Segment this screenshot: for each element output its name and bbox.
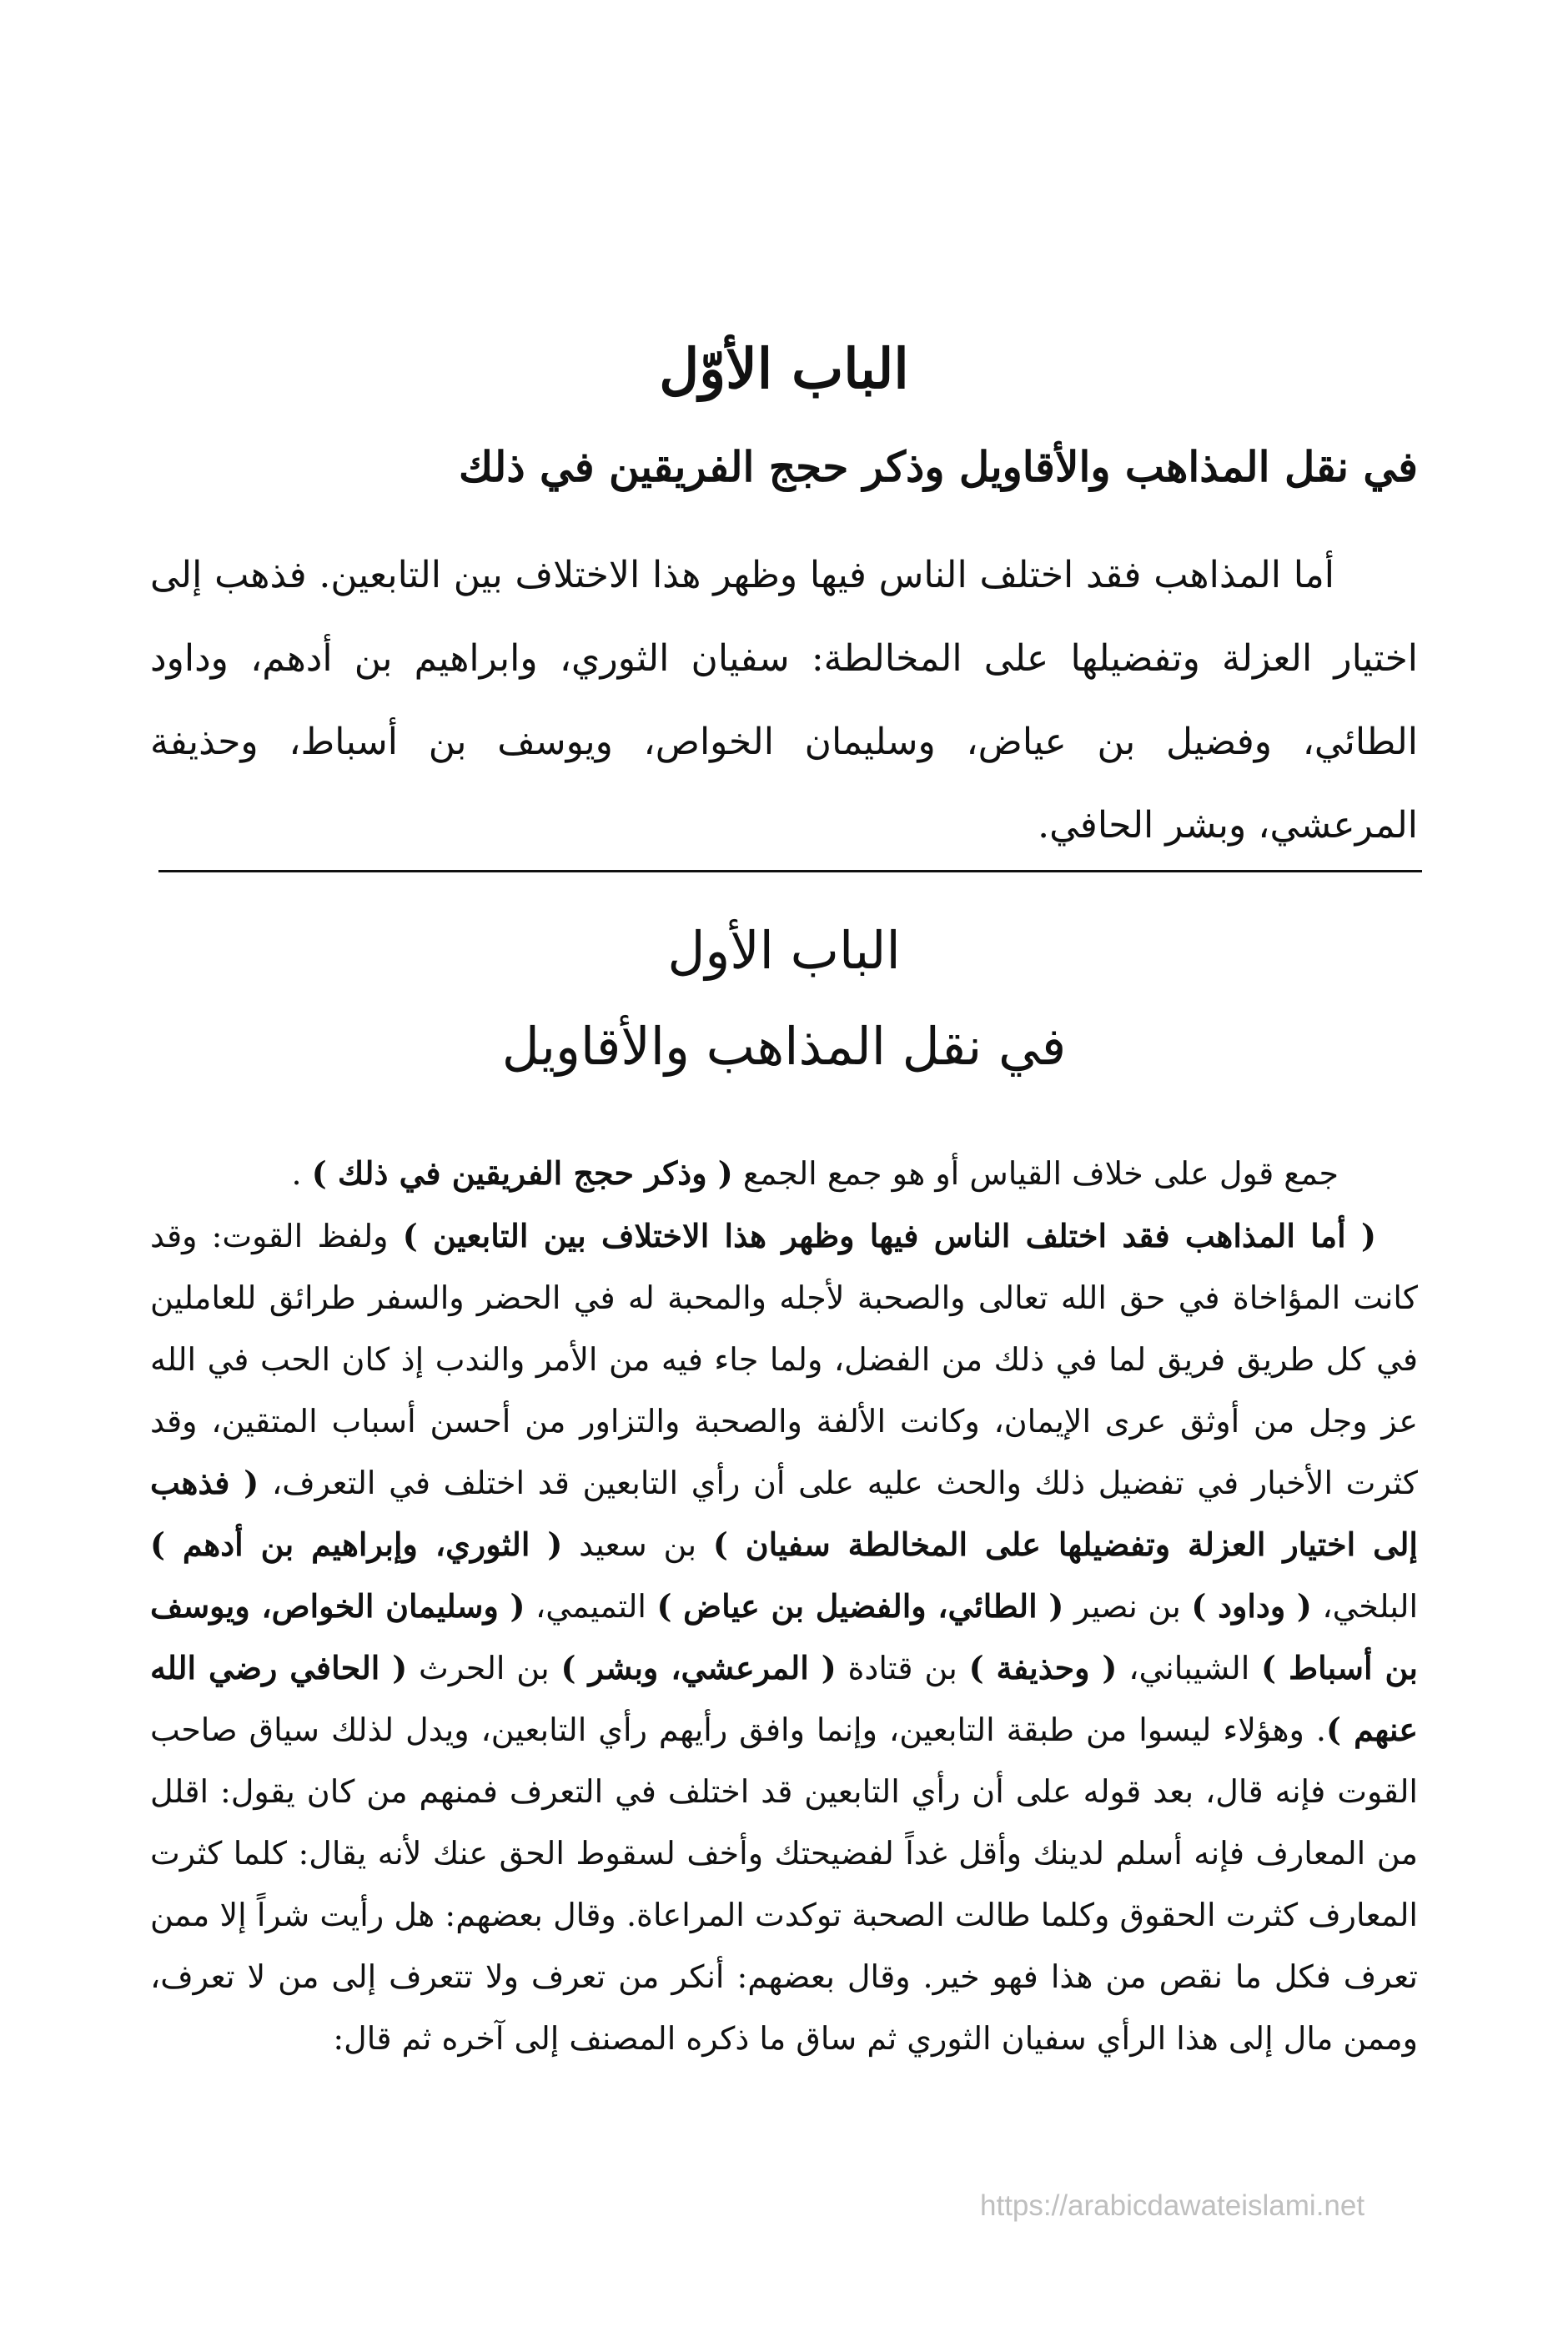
quoted-matn: ( المرعشي، وبشر ) bbox=[560, 1649, 837, 1686]
commentary-text: بن سعيد bbox=[562, 1526, 713, 1563]
commentary-text: الشيباني، bbox=[1117, 1650, 1262, 1686]
quoted-matn: ( الثوري، وإبراهيم بن أدهم ) bbox=[150, 1525, 563, 1563]
sharh-chapter-subtitle: في نقل المذاهب والأقاويل bbox=[501, 1016, 1067, 1077]
commentary-text: . وهؤلاء ليسوا من طبقة التابعين، وإنما وافق رأيهم رأي التابعين، ويدل لذلك سياق صاحب القوت فإنه قال، بعد قوله على أن رأي التابعين قد اختلف في التعرف فمنهم من كان يقول: اقلل من المعارف فإنه أسلم لدينك وأقل غداً لفضيحتك وأخف لسقوط الحق عنك لأنه يقال: كلما كثرت المعارف كثرت الحقوق وكلما طالت الصحبة توكدت المراعاة. وقال بعضهم: هل رأيت شراً إلا ممن تعرف فكل ما نقص من هذا فهو خير. وقال بعضهم: أنكر من تعرف ولا تتعرف إلى من لا تعرف، وممن مال إلى هذا الرأي سفيان الثوري ثم ساق ما ذكره المصنف إلى آخره ثم قال: bbox=[150, 1711, 1418, 2057]
section-divider bbox=[158, 870, 1422, 872]
quoted-matn: ( وسليمان الخواص، ويوسف بن أسباط ) bbox=[150, 1587, 1418, 1686]
quoted-matn: ( الحافي رضي الله عنهم ) bbox=[150, 1649, 1419, 1748]
commentary-text: جمع قول على خلاف القياس أو هو جمع الجمع bbox=[732, 1155, 1339, 1192]
watermark-url: https://arabicdawateislami.net bbox=[980, 2189, 1365, 2222]
quoted-matn: ( أما المذاهب فقد اختلف الناس فيها وظهر هذا الاختلاف بين التابعين ) bbox=[402, 1217, 1376, 1254]
sharh-body-paragraph bbox=[150, 1205, 1418, 2069]
commentary-text: بن قتادة bbox=[836, 1650, 969, 1686]
quoted-matn: ( الطائي، والفضيل بن عياض ) bbox=[656, 1587, 1064, 1625]
commentary-text: بن الحرث bbox=[407, 1650, 561, 1686]
commentary-text: التميمي، bbox=[525, 1588, 657, 1625]
quoted-matn: ( وحذيفة ) bbox=[968, 1649, 1118, 1686]
commentary-text: . bbox=[291, 1155, 312, 1192]
matn-chapter-subtitle: في نقل المذاهب والأقاويل وذكر حجج الفريقين في ذلك bbox=[459, 442, 1418, 491]
quoted-matn: ( فذهب إلى اختيار العزلة وتفضيلها على المخالطة سفيان ) bbox=[150, 1464, 1418, 1563]
sharh-chapter-title: الباب الأول bbox=[667, 920, 901, 981]
commentary-text: البلخي، bbox=[1311, 1588, 1419, 1625]
sharh-intro-paragraph bbox=[150, 1143, 1418, 1204]
quoted-matn: ( وذكر حجج الفريقين في ذلك ) bbox=[311, 1154, 733, 1192]
matn-chapter-title: الباب الأوّل bbox=[659, 336, 909, 401]
commentary-text: بن نصير bbox=[1063, 1588, 1192, 1625]
matn-paragraph: أما المذاهب فقد اختلف الناس فيها وظهر هذا الاختلاف بين التابعين. فذهب إلى اختيار العزلة وتفضيلها على المخالطة: سفيان الثوري، وابراهيم بن أدهم، وداود الطائي، وفضيل بن عياض، وسليمان الخواص، ويوسف بن أسباط، وحذيفة المرعشي، وبشر الحافي. bbox=[150, 554, 1418, 847]
commentary-text: ولفظ القوت: وقد كانت المؤاخاة في حق الله تعالى والصحبة لأجله والمحبة له في الحضر والسفر طرائق للعاملين في كل طريق فريق لما في ذلك من الفضل، ولما جاء فيه من الأمر والندب إذ كان الحب في الله عز وجل من أوثق عرى الإيمان، وكانت الألفة والصحبة والتزاور من أحسن أسباب المتقين، وقد كثرت الأخبار في تفضيل ذلك والحث عليه على أن رأي التابعين قد اختلف في التعرف، bbox=[150, 1218, 1418, 1501]
quoted-matn: ( وداود ) bbox=[1191, 1587, 1312, 1625]
